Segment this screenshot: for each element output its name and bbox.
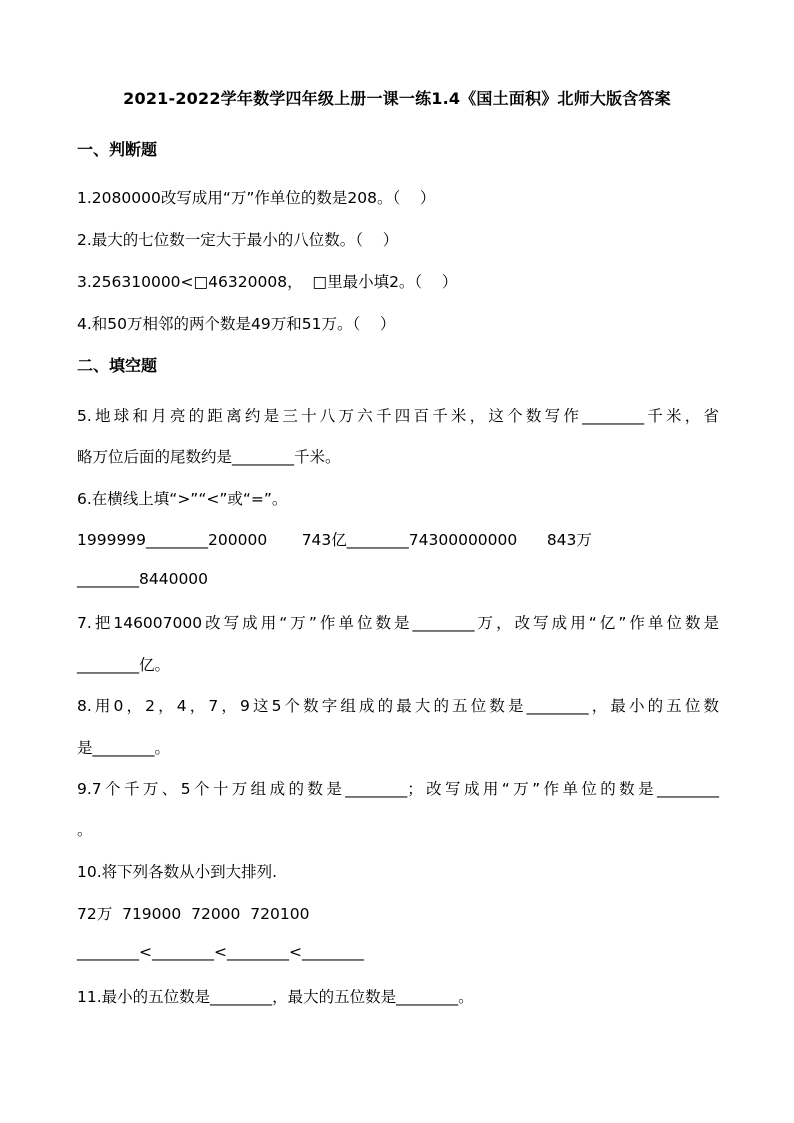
section-heading-fill: 二、填空题	[77, 356, 158, 375]
question-6-line-2: 1999999________200000 743亿________74300000000 843万	[77, 531, 592, 549]
question-11: 11.最小的五位数是________，最大的五位数是________。	[77, 988, 474, 1006]
question-6-line-1: 6.在横线上填“>”“<”或“=”。	[77, 490, 288, 508]
question-8-line-1: 8.用0，2，4，7，9这5个数字组成的最大的五位数是________，最小的五位数	[77, 697, 719, 715]
question-9-line-1: 9.7个千万、5个十万组成的数是________；改写成用“万”作单位的数是________	[77, 780, 719, 798]
question-5-line-2: 略万位后面的尾数约是________千米。	[77, 448, 341, 466]
question-8-line-2: 是________。	[77, 739, 171, 757]
section-heading-judge: 一、判断题	[77, 140, 158, 159]
question-4: 4.和50万相邻的两个数是49万和51万。（ ）	[77, 315, 396, 333]
question-1: 1.2080000改写成用“万”作单位的数是208。（ ）	[77, 189, 436, 207]
question-10-line-2: 72万 719000 72000 720100	[77, 905, 310, 923]
question-5-line-1: 5.地球和月亮的距离约是三十八万六千四百千米，这个数写作________千米，省	[77, 407, 719, 425]
question-9-line-2: 。	[77, 821, 93, 839]
question-6-line-3: ________8440000	[77, 570, 209, 588]
question-10-line-1: 10.将下列各数从小到大排列.	[77, 863, 278, 881]
question-7-line-1: 7.把146007000改写成用“万”作单位数是________万，改写成用“亿”作单位数是	[77, 614, 719, 632]
question-3: 3.256310000<□46320008， □里最小填2。（ ）	[77, 273, 458, 291]
question-7-line-2: ________亿。	[77, 656, 171, 674]
question-10-line-3: ________<________<________<________	[77, 943, 364, 961]
page-title: 2021-2022学年数学四年级上册一课一练1.4《国土面积》北师大版含答案	[123, 89, 671, 108]
question-2: 2.最大的七位数一定大于最小的八位数。（ ）	[77, 231, 399, 249]
